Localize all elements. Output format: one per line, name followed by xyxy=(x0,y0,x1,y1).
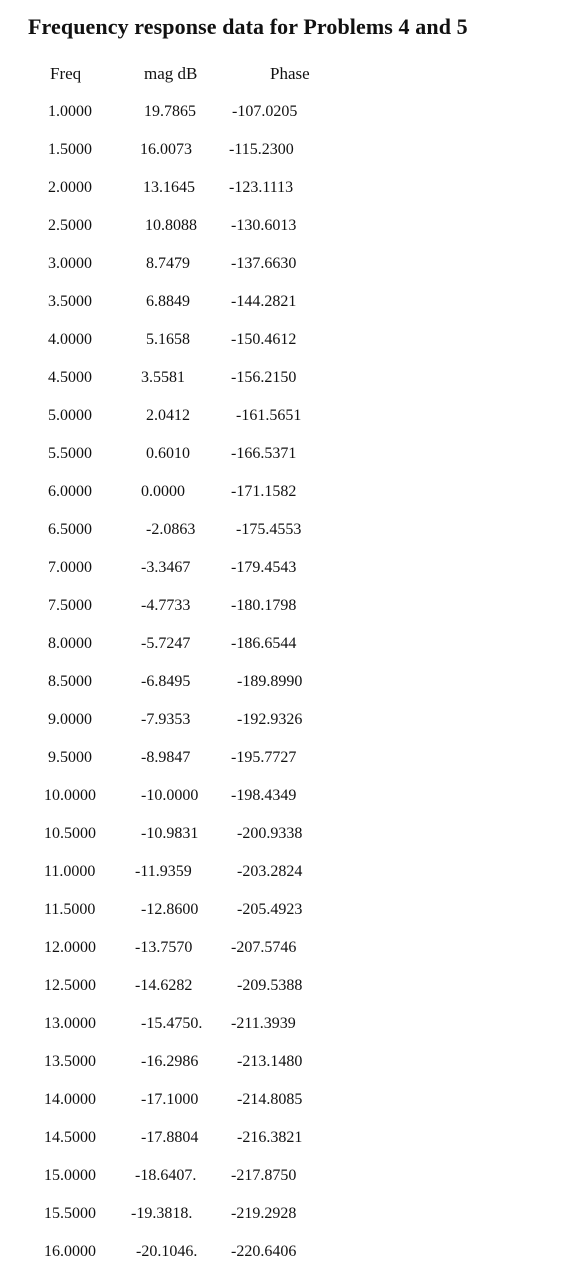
mag-cell: 2.0412 xyxy=(146,407,190,424)
freq-cell: 3.5000 xyxy=(48,293,92,310)
mag-cell: -20.1046. xyxy=(136,1243,198,1260)
freq-cell: 14.0000 xyxy=(44,1091,96,1108)
table-row xyxy=(0,1052,566,1090)
mag-cell: 0.0000 xyxy=(141,483,185,500)
mag-cell: 8.7479 xyxy=(146,255,190,272)
phase-cell: -137.6630 xyxy=(231,255,297,272)
phase-cell: -198.4349 xyxy=(231,787,297,804)
freq-cell: 1.5000 xyxy=(48,141,92,158)
table-row xyxy=(0,1128,566,1166)
table-row xyxy=(0,748,566,786)
freq-cell: 15.0000 xyxy=(44,1167,96,1184)
freq-cell: 3.0000 xyxy=(48,255,92,272)
mag-cell: -7.9353 xyxy=(141,711,191,728)
phase-cell: -107.0205 xyxy=(232,103,298,120)
table-row xyxy=(0,824,566,862)
phase-cell: -216.3821 xyxy=(237,1129,303,1146)
table-row xyxy=(0,140,566,178)
phase-cell: -150.4612 xyxy=(231,331,297,348)
table-row xyxy=(0,216,566,254)
table-row xyxy=(0,482,566,520)
mag-cell: -8.9847 xyxy=(141,749,191,766)
freq-cell: 9.5000 xyxy=(48,749,92,766)
mag-cell: -11.9359 xyxy=(135,863,192,880)
table-row xyxy=(0,938,566,976)
table-row xyxy=(0,1204,566,1242)
mag-cell: -4.7733 xyxy=(141,597,191,614)
freq-cell: 6.5000 xyxy=(48,521,92,538)
phase-cell: -156.2150 xyxy=(231,369,297,386)
freq-cell: 5.0000 xyxy=(48,407,92,424)
freq-cell: 7.0000 xyxy=(48,559,92,576)
mag-cell: -5.7247 xyxy=(141,635,191,652)
table-row xyxy=(0,1014,566,1052)
mag-cell: 0.6010 xyxy=(146,445,190,462)
table-row xyxy=(0,672,566,710)
phase-cell: -207.5746 xyxy=(231,939,297,956)
mag-cell: -14.6282 xyxy=(135,977,193,994)
freq-cell: 10.0000 xyxy=(44,787,96,804)
freq-cell: 4.5000 xyxy=(48,369,92,386)
table-row xyxy=(0,1166,566,1204)
freq-cell: 6.0000 xyxy=(48,483,92,500)
mag-cell: 6.8849 xyxy=(146,293,190,310)
phase-cell: -171.1582 xyxy=(231,483,297,500)
table-row xyxy=(0,292,566,330)
table-row xyxy=(0,406,566,444)
mag-cell: -17.8804 xyxy=(141,1129,199,1146)
table-row xyxy=(0,102,566,140)
table-row xyxy=(0,710,566,748)
phase-cell: -203.2824 xyxy=(237,863,303,880)
phase-cell: -217.8750 xyxy=(231,1167,297,1184)
table-row xyxy=(0,862,566,900)
freq-cell: 12.5000 xyxy=(44,977,96,994)
document-title: Frequency response data for Problems 4 and 5 xyxy=(28,14,468,39)
mag-cell: -6.8495 xyxy=(141,673,191,690)
phase-cell: -220.6406 xyxy=(231,1243,297,1260)
freq-cell: 11.5000 xyxy=(44,901,96,918)
freq-cell: 14.5000 xyxy=(44,1129,96,1146)
table-row xyxy=(0,368,566,406)
freq-cell: 13.0000 xyxy=(44,1015,96,1032)
freq-cell: 12.0000 xyxy=(44,939,96,956)
mag-cell: -2.0863 xyxy=(146,521,196,538)
phase-cell: -214.8085 xyxy=(237,1091,303,1108)
freq-cell: 13.5000 xyxy=(44,1053,96,1070)
phase-cell: -209.5388 xyxy=(237,977,303,994)
phase-cell: -179.4543 xyxy=(231,559,297,576)
mag-cell: -10.0000 xyxy=(141,787,199,804)
data-table xyxy=(0,102,566,1280)
phase-cell: -123.1113 xyxy=(229,179,294,196)
phase-cell: -213.1480 xyxy=(237,1053,303,1070)
mag-cell: -15.4750. xyxy=(141,1015,203,1032)
freq-cell: 2.0000 xyxy=(48,179,92,196)
freq-cell: 5.5000 xyxy=(48,445,92,462)
freq-cell: 2.5000 xyxy=(48,217,92,234)
table-row xyxy=(0,330,566,368)
freq-cell: 10.5000 xyxy=(44,825,96,842)
mag-cell: 10.8088 xyxy=(145,217,197,234)
mag-cell: -3.3467 xyxy=(141,559,191,576)
mag-cell: 16.0073 xyxy=(140,141,192,158)
table-row xyxy=(0,596,566,634)
mag-cell: -18.6407. xyxy=(135,1167,197,1184)
table-row xyxy=(0,520,566,558)
mag-cell: -13.7570 xyxy=(135,939,193,956)
freq-cell: 4.0000 xyxy=(48,331,92,348)
mag-cell: -12.8600 xyxy=(141,901,199,918)
mag-cell: 3.5581 xyxy=(141,369,185,386)
table-row xyxy=(0,634,566,672)
header-freq: Freq xyxy=(50,64,82,83)
freq-cell: 16.0000 xyxy=(44,1243,96,1260)
mag-cell: -10.9831 xyxy=(141,825,199,842)
phase-cell: -161.5651 xyxy=(236,407,302,424)
phase-cell: -115.2300 xyxy=(229,141,294,158)
mag-cell: -19.3818. xyxy=(131,1205,193,1222)
mag-cell: 13.1645 xyxy=(143,179,195,196)
table-row xyxy=(0,178,566,216)
freq-cell: 8.0000 xyxy=(48,635,92,652)
phase-cell: -166.5371 xyxy=(231,445,297,462)
phase-cell: -144.2821 xyxy=(231,293,297,310)
mag-cell: -16.2986 xyxy=(141,1053,199,1070)
table-row xyxy=(0,1090,566,1128)
phase-cell: -186.6544 xyxy=(231,635,297,652)
phase-cell: -189.8990 xyxy=(237,673,303,690)
table-row xyxy=(0,900,566,938)
table-row xyxy=(0,786,566,824)
mag-cell: 19.7865 xyxy=(144,103,196,120)
freq-cell: 15.5000 xyxy=(44,1205,96,1222)
phase-cell: -219.2928 xyxy=(231,1205,297,1222)
freq-cell: 9.0000 xyxy=(48,711,92,728)
phase-cell: -180.1798 xyxy=(231,597,297,614)
phase-cell: -205.4923 xyxy=(237,901,303,918)
phase-cell: -175.4553 xyxy=(236,521,302,538)
table-row xyxy=(0,254,566,292)
freq-cell: 1.0000 xyxy=(48,103,92,120)
mag-cell: 5.1658 xyxy=(146,331,190,348)
phase-cell: -211.3939 xyxy=(231,1015,296,1032)
table-row xyxy=(0,976,566,1014)
freq-cell: 11.0000 xyxy=(44,863,96,880)
mag-cell: -17.1000 xyxy=(141,1091,199,1108)
table-row xyxy=(0,1242,566,1280)
phase-cell: -192.9326 xyxy=(237,711,303,728)
header-mag-db: mag dB xyxy=(144,64,198,83)
table-row xyxy=(0,558,566,596)
header-phase: Phase xyxy=(270,64,310,83)
phase-cell: -195.7727 xyxy=(231,749,297,766)
table-row xyxy=(0,444,566,482)
freq-cell: 8.5000 xyxy=(48,673,92,690)
phase-cell: -130.6013 xyxy=(231,217,297,234)
freq-cell: 7.5000 xyxy=(48,597,92,614)
phase-cell: -200.9338 xyxy=(237,825,303,842)
